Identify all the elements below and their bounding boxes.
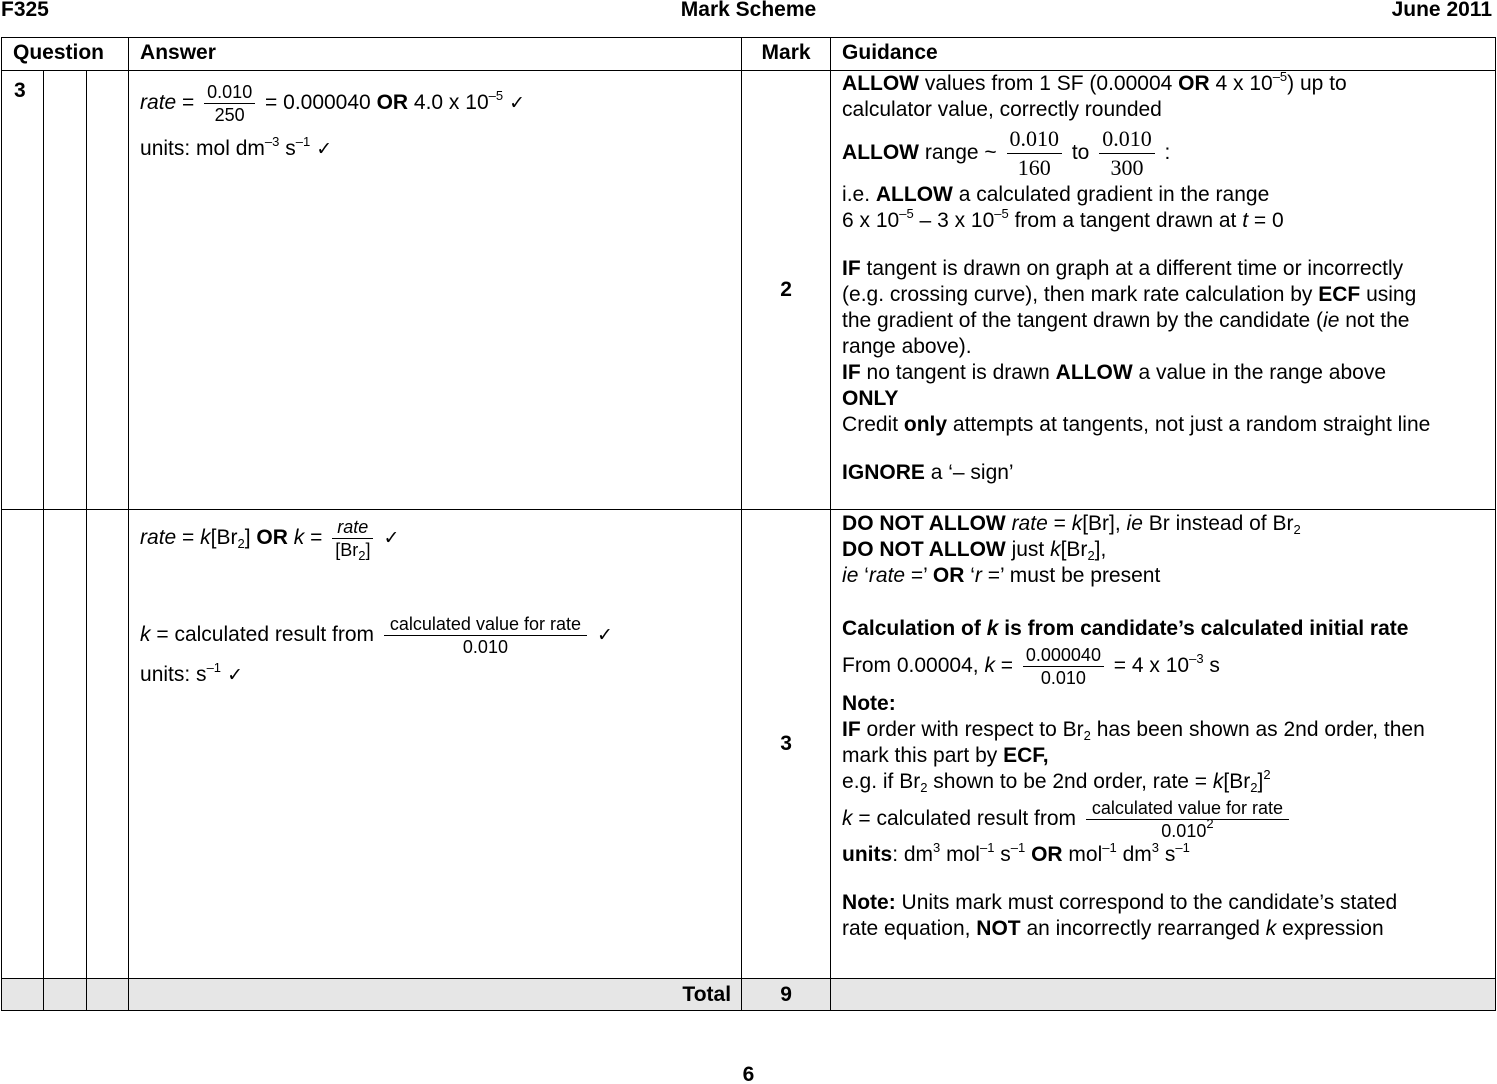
result-text: 4.0 x 10: [408, 91, 489, 115]
guidance-line: [842, 511, 1491, 537]
guidance-text: r: [974, 564, 982, 587]
question-subpart-cell: [87, 510, 129, 979]
guidance-text: ‘: [858, 564, 869, 587]
guidance-text: From 0.00004,: [842, 654, 985, 678]
exponent: –1: [1010, 840, 1026, 855]
exponent: –1: [206, 660, 222, 675]
total-empty-cell: [2, 979, 44, 1011]
result-text: = 0.000040: [259, 91, 377, 115]
guidance-line: [842, 743, 1491, 769]
subscript: 2: [1087, 548, 1095, 563]
guidance-text: just: [1005, 538, 1051, 561]
guidance-text: mol: [940, 843, 980, 866]
guidance-header: Guidance: [831, 38, 1496, 71]
ecf-keyword: ECF,: [1003, 744, 1049, 767]
question-number: 3: [2, 71, 44, 510]
k-symbol: k: [842, 807, 853, 831]
or-keyword: OR: [1178, 72, 1210, 95]
guidance-text: from a tangent drawn at: [1008, 209, 1243, 232]
subscript: 2: [1083, 728, 1091, 743]
k-symbol: k: [200, 526, 211, 550]
mark-cell: 2: [742, 71, 831, 510]
guidance-text: t: [1242, 209, 1249, 232]
guidance-text: 6 x 10: [842, 209, 900, 232]
guidance-text: is from candidate’s calculated initial rate: [998, 617, 1409, 640]
exponent: –1: [1102, 840, 1117, 855]
fraction-denominator: 250: [214, 105, 245, 125]
guidance-units-line: [842, 842, 1491, 868]
guidance-text: to: [1066, 141, 1096, 165]
guidance-text: :: [1158, 141, 1171, 165]
guidance-text: ]: [1257, 770, 1264, 793]
guidance-text: [Br: [1223, 770, 1251, 793]
guidance-line: [842, 563, 1491, 589]
mark-cell: 3: [742, 510, 831, 979]
guidance-text: s: [994, 843, 1011, 866]
guidance-text: the gradient of the tangent drawn by the candidate (: [842, 309, 1324, 332]
tick-icon: ✓: [221, 664, 243, 686]
fraction-numerator: rate: [332, 516, 373, 539]
guidance-text: a ‘– sign’: [924, 461, 1014, 484]
formula-text: [Br: [210, 526, 238, 550]
units-text: s: [279, 137, 296, 160]
do-not-allow-keyword: DO NOT ALLOW: [842, 512, 1006, 535]
guidance-line: [842, 537, 1491, 563]
guidance-text: =’: [905, 564, 933, 587]
fraction-numerator: 0.000040: [1023, 644, 1104, 667]
fraction-numerator: 0.010: [204, 81, 255, 104]
formula-text: ]: [244, 526, 257, 550]
units-keyword: units: [842, 843, 893, 866]
total-value: 9: [742, 979, 831, 1011]
guidance-text: =’ must be present: [981, 564, 1161, 587]
calculation-heading: [842, 616, 1491, 642]
guidance-text: : dm: [892, 843, 934, 866]
equals-text: =: [176, 91, 201, 115]
guidance-text: not the: [1339, 309, 1410, 332]
table-row: [2, 510, 1496, 979]
total-empty-cell: [44, 979, 87, 1011]
guidance-text: mol: [1062, 843, 1103, 866]
fraction-denominator: [332, 539, 373, 561]
guidance-text: a calculated gradient in the range: [952, 183, 1270, 206]
guidance-line: [842, 360, 1491, 386]
guidance-text: range ~: [919, 141, 1003, 165]
guidance-text: ie: [1323, 309, 1340, 332]
total-row: [2, 979, 1496, 1011]
subscript: 2: [237, 536, 245, 552]
guidance-line: [842, 460, 1491, 486]
table-row: [2, 71, 1496, 510]
guidance-cell: [831, 510, 1496, 979]
rate-label: rate: [140, 526, 177, 550]
mark-scheme-table: [1, 37, 1496, 1011]
guidance-text: attempts at tangents, not just a random straight line: [947, 413, 1431, 436]
k-calculation: [140, 613, 737, 658]
guidance-text: k: [1050, 538, 1061, 561]
total-label: Total: [129, 979, 742, 1011]
guidance-text: (e.g. crossing curve), then mark rate calculation by: [842, 283, 1319, 306]
guidance-text: = calculated result from: [852, 807, 1082, 831]
if-keyword: IF: [842, 718, 861, 741]
document-date: June 2011: [1391, 0, 1492, 21]
guidance-line: [842, 916, 1491, 942]
guidance-text: 4 x 10: [1209, 72, 1273, 95]
guidance-line: [842, 182, 1491, 208]
document-code: F325: [1, 0, 49, 21]
guidance-text: values from 1 SF (0.00004: [919, 72, 1179, 95]
example-fraction: [1023, 644, 1104, 689]
guidance-text: k: [1265, 917, 1277, 940]
guidance-line: calculator value, correctly rounded: [842, 98, 1162, 121]
or-keyword: OR: [1025, 843, 1063, 866]
fraction-denominator: 300: [1110, 155, 1144, 180]
fraction-denominator: 0.010: [462, 637, 508, 657]
fraction-denominator: [1086, 816, 1289, 842]
exponent: –3: [1189, 651, 1204, 667]
formula-text: ]: [365, 540, 371, 560]
guidance-text: k: [1212, 770, 1224, 793]
units-text: units: s: [140, 663, 207, 686]
exponent: –1: [295, 134, 311, 149]
guidance-line: [842, 308, 1491, 334]
guidance-text: ) up to: [1287, 72, 1347, 95]
guidance-text: expression: [1276, 917, 1384, 940]
guidance-text: shown to be 2nd order, rate =: [927, 770, 1213, 793]
guidance-text: mark this part by: [842, 744, 1004, 767]
guidance-text: rate: [1005, 512, 1048, 535]
question-subpart-cell: [87, 71, 129, 510]
tick-icon: ✓: [591, 624, 613, 647]
fraction-denominator: 160: [1017, 155, 1051, 180]
subscript: 2: [920, 780, 928, 795]
guidance-text: – 3 x 10: [913, 209, 995, 232]
mark-header: Mark: [742, 38, 831, 71]
not-keyword: NOT: [976, 917, 1021, 940]
rate-calculation: [140, 81, 737, 126]
fraction-numerator: 0.010: [1099, 125, 1155, 154]
guidance-line: [842, 282, 1491, 308]
guidance-text: Credit: [842, 413, 904, 436]
guidance-text: an incorrectly rearranged: [1020, 917, 1266, 940]
if-keyword: IF: [842, 361, 861, 384]
table-header-row: [2, 38, 1496, 71]
equals-text: =: [304, 526, 329, 550]
exponent: 2: [1263, 767, 1271, 782]
guidance-text: = 0: [1248, 209, 1284, 232]
guidance-text: e.g. if Br: [842, 770, 921, 793]
guidance-text: a value in the range above: [1132, 361, 1387, 384]
k-symbol: k: [140, 623, 151, 647]
guidance-text: =: [994, 654, 1019, 678]
allow-keyword: ALLOW: [842, 141, 920, 165]
guidance-text: rate: [868, 564, 906, 587]
if-keyword: IF: [842, 257, 861, 280]
rate-fraction: [204, 81, 255, 126]
answer-header: Answer: [129, 38, 742, 71]
guidance-text: s: [1159, 843, 1176, 866]
equals-text: =: [176, 526, 201, 550]
guidance-line: [842, 71, 1491, 97]
units-line: [140, 136, 737, 162]
guidance-text: has been shown as 2nd order, then: [1090, 718, 1425, 741]
guidance-text: dm: [1116, 843, 1152, 866]
ecf-keyword: ECF: [1318, 283, 1361, 306]
guidance-text: Calculation of: [842, 617, 987, 640]
guidance-example-line: [842, 644, 1491, 689]
exponent: –5: [1272, 69, 1288, 84]
guidance-text: s: [1203, 654, 1220, 678]
range-fraction-high: [1099, 125, 1155, 182]
fraction-numerator: 0.010: [1007, 125, 1063, 154]
exponent: –1: [1175, 840, 1190, 855]
fraction-numerator: calculated value for rate: [384, 613, 587, 636]
note-heading: Note:: [842, 692, 896, 715]
guidance-text: order with respect to Br: [860, 718, 1084, 741]
answer-cell: [129, 510, 742, 979]
guidance-line: [842, 717, 1491, 743]
exponent: 3: [1151, 840, 1159, 855]
guidance-text: tangent is drawn on graph at a different time or incorrectly: [860, 257, 1404, 280]
units-line: [140, 662, 737, 688]
or-keyword: OR: [932, 564, 965, 587]
guidance-cell: [831, 71, 1496, 510]
question-part-cell: [44, 71, 87, 510]
guidance-text: =: [1047, 512, 1072, 535]
guidance-text: [Br],: [1082, 512, 1127, 535]
guidance-second-order-line: [842, 797, 1491, 842]
or-text: OR: [256, 526, 288, 550]
k-fraction: [332, 516, 373, 561]
total-empty-cell: [87, 979, 129, 1011]
subscript: 2: [1293, 522, 1301, 537]
guidance-text: Br instead of Br: [1142, 512, 1294, 535]
exponent: –3: [264, 134, 280, 149]
rate-label: rate: [140, 91, 177, 115]
total-empty-cell: [831, 979, 1496, 1011]
tick-icon: ✓: [377, 527, 400, 550]
fraction-denominator: 0.010: [1040, 668, 1086, 688]
exponent: 3: [933, 840, 941, 855]
guidance-text: ],: [1094, 538, 1107, 561]
guidance-text: ‘: [964, 564, 975, 587]
or-text: OR: [376, 91, 409, 115]
exponent: –5: [899, 206, 914, 221]
answer-cell: [129, 71, 742, 510]
guidance-text: = 4 x 10: [1107, 654, 1190, 678]
k-calc-fraction: [384, 613, 587, 658]
fraction-numerator: calculated value for rate: [1086, 797, 1289, 820]
second-order-fraction: [1086, 797, 1289, 842]
guidance-text: using: [1360, 283, 1417, 306]
subscript: 2: [358, 548, 366, 563]
guidance-line: [842, 208, 1491, 234]
guidance-text: rate equation,: [842, 917, 977, 940]
tick-icon: ✓: [503, 92, 526, 115]
exponent: –5: [994, 206, 1009, 221]
guidance-text: k: [1071, 512, 1083, 535]
exponent: 2: [1206, 816, 1214, 831]
question-header: Question: [2, 38, 129, 71]
guidance-line: range above).: [842, 335, 972, 358]
formula-text: [Br: [335, 540, 359, 560]
guidance-text: k: [986, 617, 999, 640]
allow-keyword: ALLOW: [1055, 361, 1133, 384]
guidance-line: [842, 769, 1491, 795]
guidance-range-line: [842, 125, 1491, 182]
guidance-line: [842, 412, 1491, 438]
guidance-text: k: [984, 654, 995, 678]
formula-text: = calculated result from: [150, 623, 380, 647]
exponent: –5: [488, 88, 504, 104]
tick-icon: ✓: [310, 138, 333, 160]
allow-keyword: ALLOW: [875, 183, 953, 206]
guidance-line: [842, 256, 1491, 282]
allow-keyword: ALLOW: [842, 72, 920, 95]
guidance-text: ie: [1126, 512, 1143, 535]
formula-text: 0.010: [1161, 821, 1207, 841]
only-keyword: ONLY: [842, 387, 899, 410]
ignore-keyword: IGNORE: [842, 461, 925, 484]
question-number-cell: [2, 510, 44, 979]
guidance-text: no tangent is drawn: [860, 361, 1056, 384]
guidance-text: i.e.: [842, 183, 876, 206]
do-not-allow-keyword: DO NOT ALLOW: [842, 538, 1006, 561]
only-keyword: only: [903, 413, 948, 436]
page-number: 6: [742, 1063, 755, 1084]
range-fraction-low: [1007, 125, 1063, 182]
k-symbol: k: [287, 526, 305, 550]
question-part-cell: [44, 510, 87, 979]
guidance-text: ie: [842, 564, 859, 587]
subscript: 2: [1250, 780, 1258, 795]
guidance-text: Units mark must correspond to the candidate’s stated: [895, 891, 1398, 914]
units-text: units: mol dm: [140, 137, 265, 160]
guidance-line: [842, 890, 1491, 916]
note-keyword: Note:: [842, 891, 896, 914]
guidance-text: [Br: [1060, 538, 1088, 561]
document-title: Mark Scheme: [680, 0, 817, 21]
rate-equation: [140, 516, 737, 561]
exponent: –1: [979, 840, 995, 855]
